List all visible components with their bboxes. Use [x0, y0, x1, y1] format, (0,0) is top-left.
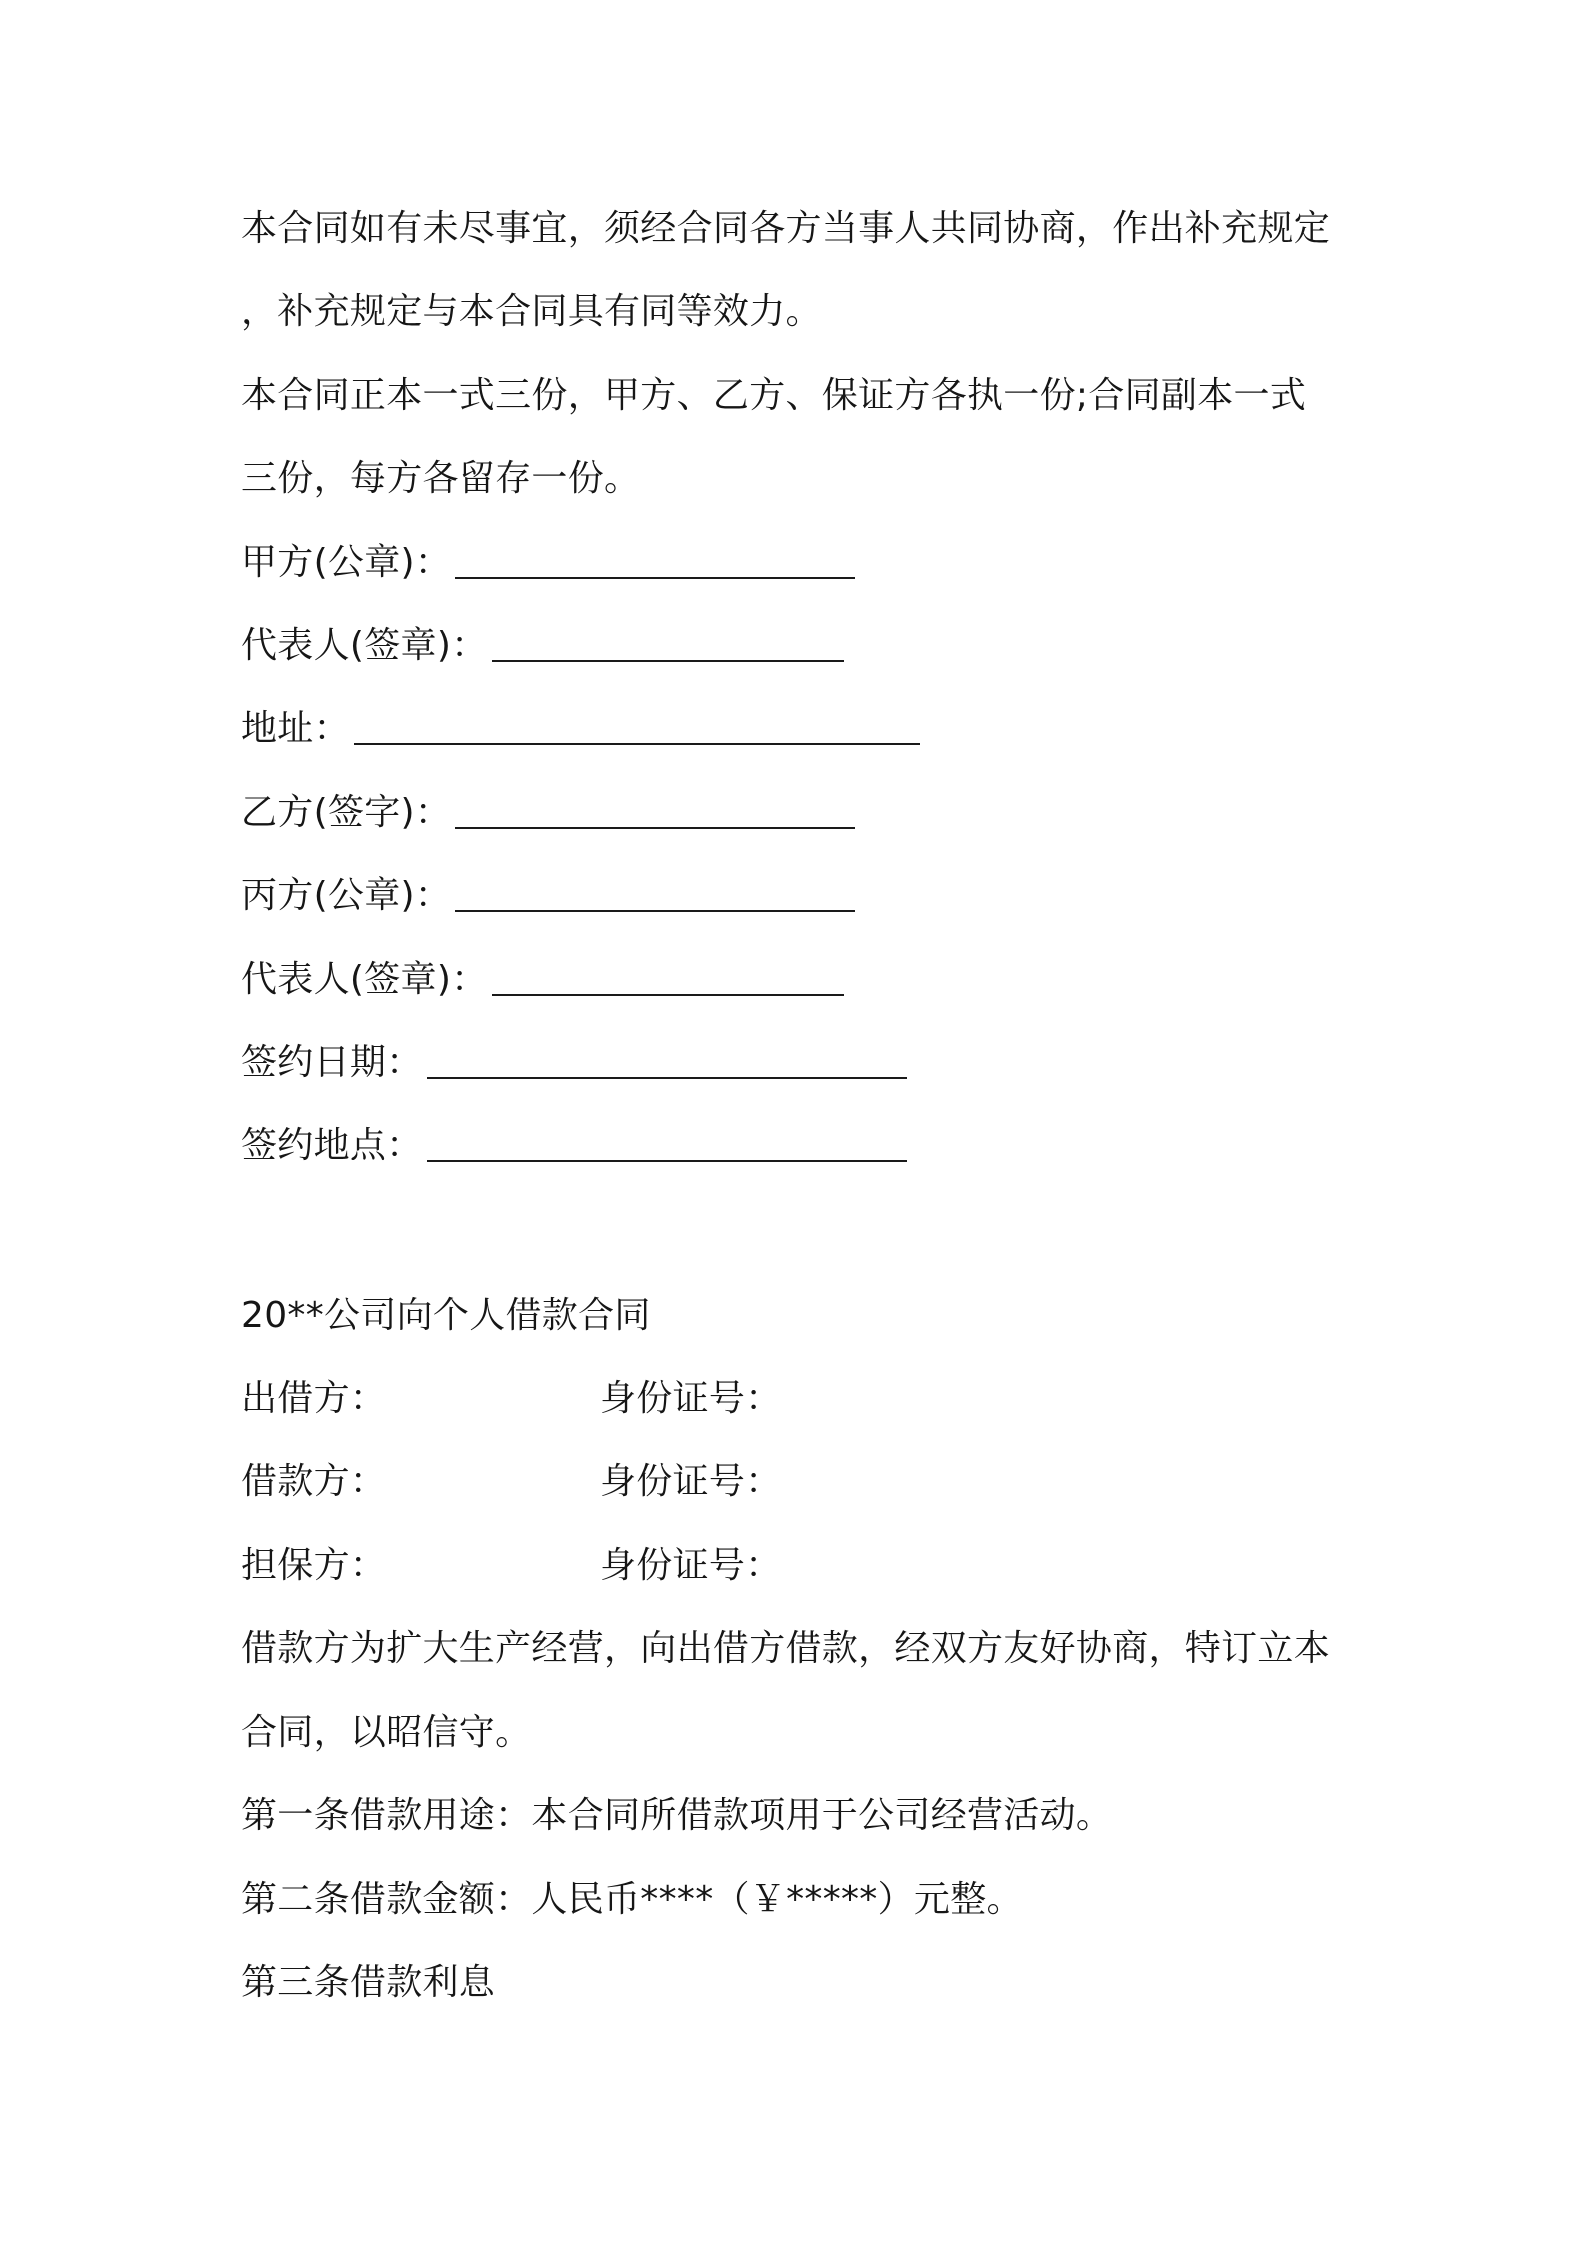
contract-title: 20**公司向个人借款合同: [241, 1295, 651, 1336]
signature-label: 代表人(签章)：: [241, 959, 488, 1000]
signature-label: 签约地点：: [241, 1125, 423, 1166]
signature-label: 乙方(签字)：: [241, 792, 452, 833]
signature-blank[interactable]: [354, 699, 920, 745]
article-3: 第三条借款利息: [241, 1962, 496, 2003]
paragraph-line: 本合同正本一式三份，甲方、乙方、保证方各执一份;合同副本一式: [241, 375, 1307, 416]
article-1: 第一条借款用途：本合同所借款项用于公司经营活动。: [241, 1795, 1113, 1836]
signature-line-place: [241, 1116, 907, 1176]
signature-label: 签约日期：: [241, 1042, 423, 1083]
signature-line-address: [241, 699, 920, 759]
signature-line-party-a: [241, 533, 855, 593]
party-role: 出借方：: [241, 1378, 387, 1419]
party-row-lender: [241, 1369, 1341, 1429]
signature-blank[interactable]: [455, 783, 855, 829]
signature-label: 丙方(公章)：: [241, 875, 452, 916]
id-number-label: 身份证号：: [600, 1378, 782, 1419]
preamble-line: 合同，以昭信守。: [241, 1712, 532, 1753]
signature-label: 甲方(公章)：: [241, 542, 452, 583]
signature-line-representative: [241, 950, 844, 1010]
id-number-label: 身份证号：: [600, 1461, 782, 1502]
preamble-line: 借款方为扩大生产经营，向出借方借款，经双方友好协商，特订立本: [241, 1628, 1331, 1669]
party-role: 借款方：: [241, 1461, 387, 1502]
id-number-label: 身份证号：: [600, 1545, 782, 1586]
signature-blank[interactable]: [492, 950, 844, 996]
party-row-borrower: [241, 1452, 1341, 1512]
paragraph-line: 本合同如有未尽事宜，须经合同各方当事人共同协商，作出补充规定: [241, 208, 1331, 249]
signature-blank[interactable]: [427, 1033, 907, 1079]
paragraph-line: 三份，每方各留存一份。: [241, 458, 641, 499]
article-2: 第二条借款金额：人民币****（￥*****）元整。: [241, 1879, 1023, 1920]
signature-line-party-b: [241, 783, 855, 843]
signature-blank[interactable]: [455, 866, 855, 912]
signature-line-representative: [241, 616, 844, 676]
signature-blank[interactable]: [455, 533, 855, 579]
signature-line-party-c: [241, 866, 855, 926]
signature-blank[interactable]: [492, 616, 844, 662]
party-role: 担保方：: [241, 1545, 387, 1586]
signature-blank[interactable]: [427, 1116, 907, 1162]
party-row-guarantor: [241, 1536, 1341, 1596]
signature-label: 地址：: [241, 708, 350, 749]
signature-label: 代表人(签章)：: [241, 625, 488, 666]
paragraph-line: ，补充规定与本合同具有同等效力。: [241, 291, 822, 332]
signature-line-date: [241, 1033, 907, 1093]
